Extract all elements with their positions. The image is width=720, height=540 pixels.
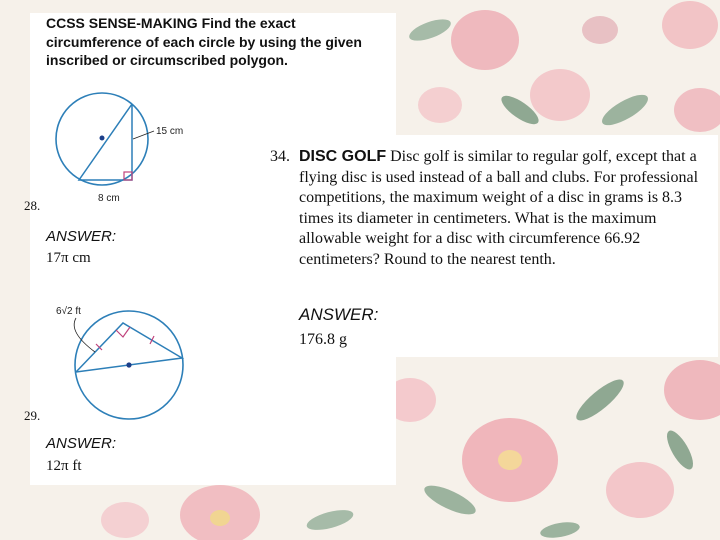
problem-34-body: Disc golf is similar to regular golf, except that a flying disc is used instead of a ball and clubs. For professional competitions, the maximum weight of a disc in grams is 8.3 times its diameter in centimeters. What is the maximum allowable weight for a disc with circumference 66.92 centimeters? Round to the nearest tenth.: [299, 148, 699, 268]
problem-29-answer: 12π ft: [46, 458, 82, 474]
problem-28-answer-label: ANSWER:: [46, 228, 117, 245]
label-8cm: 8 cm: [98, 193, 120, 204]
leader-line-28: [133, 131, 154, 139]
problem-28-number: 28.: [24, 198, 41, 213]
problem-34-answer: 176.8 g: [299, 331, 347, 348]
problem-34-title: DISC GOLF: [299, 148, 387, 165]
center-dot-29: [126, 362, 131, 367]
label-15cm: 15 cm: [156, 126, 184, 137]
center-dot-28: [100, 136, 105, 141]
problem-29-figure: [50, 300, 220, 422]
problem-28-figure: [50, 91, 230, 213]
label-6root2ft: 6√2 ft: [56, 306, 81, 317]
problem-29-answer-label: ANSWER:: [46, 435, 117, 452]
section-heading: CCSS SENSE-MAKING Find the exact circumference of each circle by using the given inscribed or circumscribed polygon.: [46, 15, 362, 68]
problem-34-number: 34.: [270, 148, 290, 165]
inscribed-triangle-28: [79, 104, 132, 180]
problem-28-answer: 17π cm: [46, 250, 91, 266]
problem-34-answer-label: ANSWER:: [299, 305, 379, 324]
problem-34-text: [299, 147, 709, 270]
right-worksheet-panel: [258, 135, 718, 357]
problem-29-number: 29.: [24, 408, 41, 423]
